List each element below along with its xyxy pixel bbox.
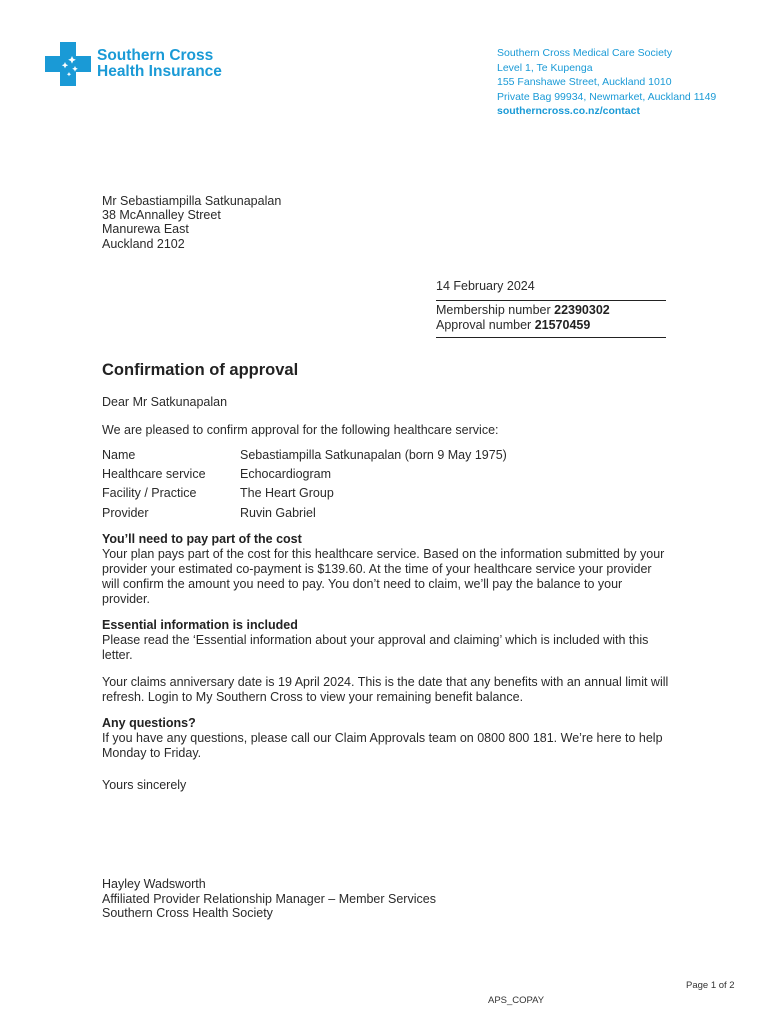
sender-line-2: 155 Fanshawe Street, Auckland 1010 (497, 76, 672, 88)
details-label: Provider (102, 505, 149, 520)
signatory-name: Hayley Wadsworth (102, 877, 206, 891)
payment-body: Your plan pays part of the cost for this healthcare service. Based on the information submitted by your provider your estimated co-payment is $139.60. At the time of your healthcare service your provider will confirm the amount you need to pay. You don’t need to claim, we’ll pay the balance to your provider. (102, 547, 665, 606)
questions-body: If you have any questions, please call our Claim Approvals team on 0800 800 181. We’re here to help Monday to Friday. (102, 731, 663, 760)
sender-line-1: Level 1, Te Kupenga (497, 61, 593, 74)
details-value: Echocardiogram (240, 466, 332, 481)
page-title: Confirmation of approval (102, 361, 299, 379)
details-label: Name (102, 447, 136, 462)
reference-numbers (436, 301, 666, 338)
membership-number-row (436, 303, 666, 318)
brand-logo (45, 42, 265, 88)
membership-number: 22390302 (554, 303, 610, 317)
details-row (102, 445, 507, 464)
document-code: APS_COPAY (488, 995, 545, 1006)
intro-text: We are pleased to confirm approval for the following healthcare service: (102, 423, 499, 437)
details-label: Healthcare service (102, 466, 206, 481)
brand-line-1: Southern Cross (97, 47, 214, 64)
details-label: Facility / Practice (102, 486, 197, 501)
signature-block (102, 877, 436, 921)
signatory-org: Southern Cross Health Society (102, 906, 273, 920)
contact-link[interactable]: southerncross.co.nz/contact (497, 105, 640, 117)
details-value: Sebastiampilla Satkunapalan (born 9 May 1975) (240, 447, 507, 462)
details-row (102, 503, 507, 522)
sender-line-3: Private Bag 99934, Newmarket, Auckland 1149 (497, 90, 717, 103)
letter-date: 14 February 2024 (436, 278, 666, 301)
recipient-address (102, 194, 281, 251)
details-row (102, 484, 507, 503)
approval-number-row (436, 318, 666, 333)
details-row (102, 464, 507, 483)
payment-heading: You’ll need to pay part of the cost (102, 532, 302, 546)
recipient-name: Mr Sebastiampilla Satkunapalan (102, 194, 282, 208)
recipient-street: 38 McAnnalley Street (102, 208, 221, 223)
essential-info-heading: Essential information is included (102, 618, 298, 632)
essential-info-section (102, 618, 672, 663)
essential-info-body: Please read the ‘Essential information about your approval and claiming’ which is included with this letter. (102, 633, 649, 662)
approval-number: 21570459 (534, 317, 591, 332)
southern-cross-logo-icon (45, 42, 91, 86)
details-value: Ruvin Gabriel (240, 505, 316, 520)
brand-line-2: Health Insurance (97, 63, 222, 80)
brand-name (97, 48, 222, 80)
sender-address (497, 46, 716, 119)
payment-section (102, 532, 672, 607)
salutation: Dear Mr Satkunapalan (102, 395, 228, 409)
reference-block (436, 278, 666, 338)
recipient-city: Auckland 2102 (102, 236, 185, 251)
page-number: Page 1 of 2 (686, 980, 735, 991)
anniversary-paragraph: Your claims anniversary date is 19 April 2024. This is the date that any benefits with an annual limit will refresh. Login to My Southern Cross to view your remaining benefit balance. (102, 675, 669, 704)
membership-label: Membership number (436, 303, 551, 317)
questions-section (102, 716, 672, 761)
details-value: The Heart Group (240, 486, 334, 501)
service-details-table (102, 445, 507, 522)
approval-label: Approval number (436, 317, 532, 332)
sender-org: Southern Cross Medical Care Society (497, 47, 673, 59)
signatory-title: Affiliated Provider Relationship Manager – Member Services (102, 891, 436, 906)
closing-text: Yours sincerely (102, 778, 187, 792)
recipient-suburb: Manurewa East (102, 222, 189, 237)
questions-heading: Any questions? (102, 716, 196, 730)
